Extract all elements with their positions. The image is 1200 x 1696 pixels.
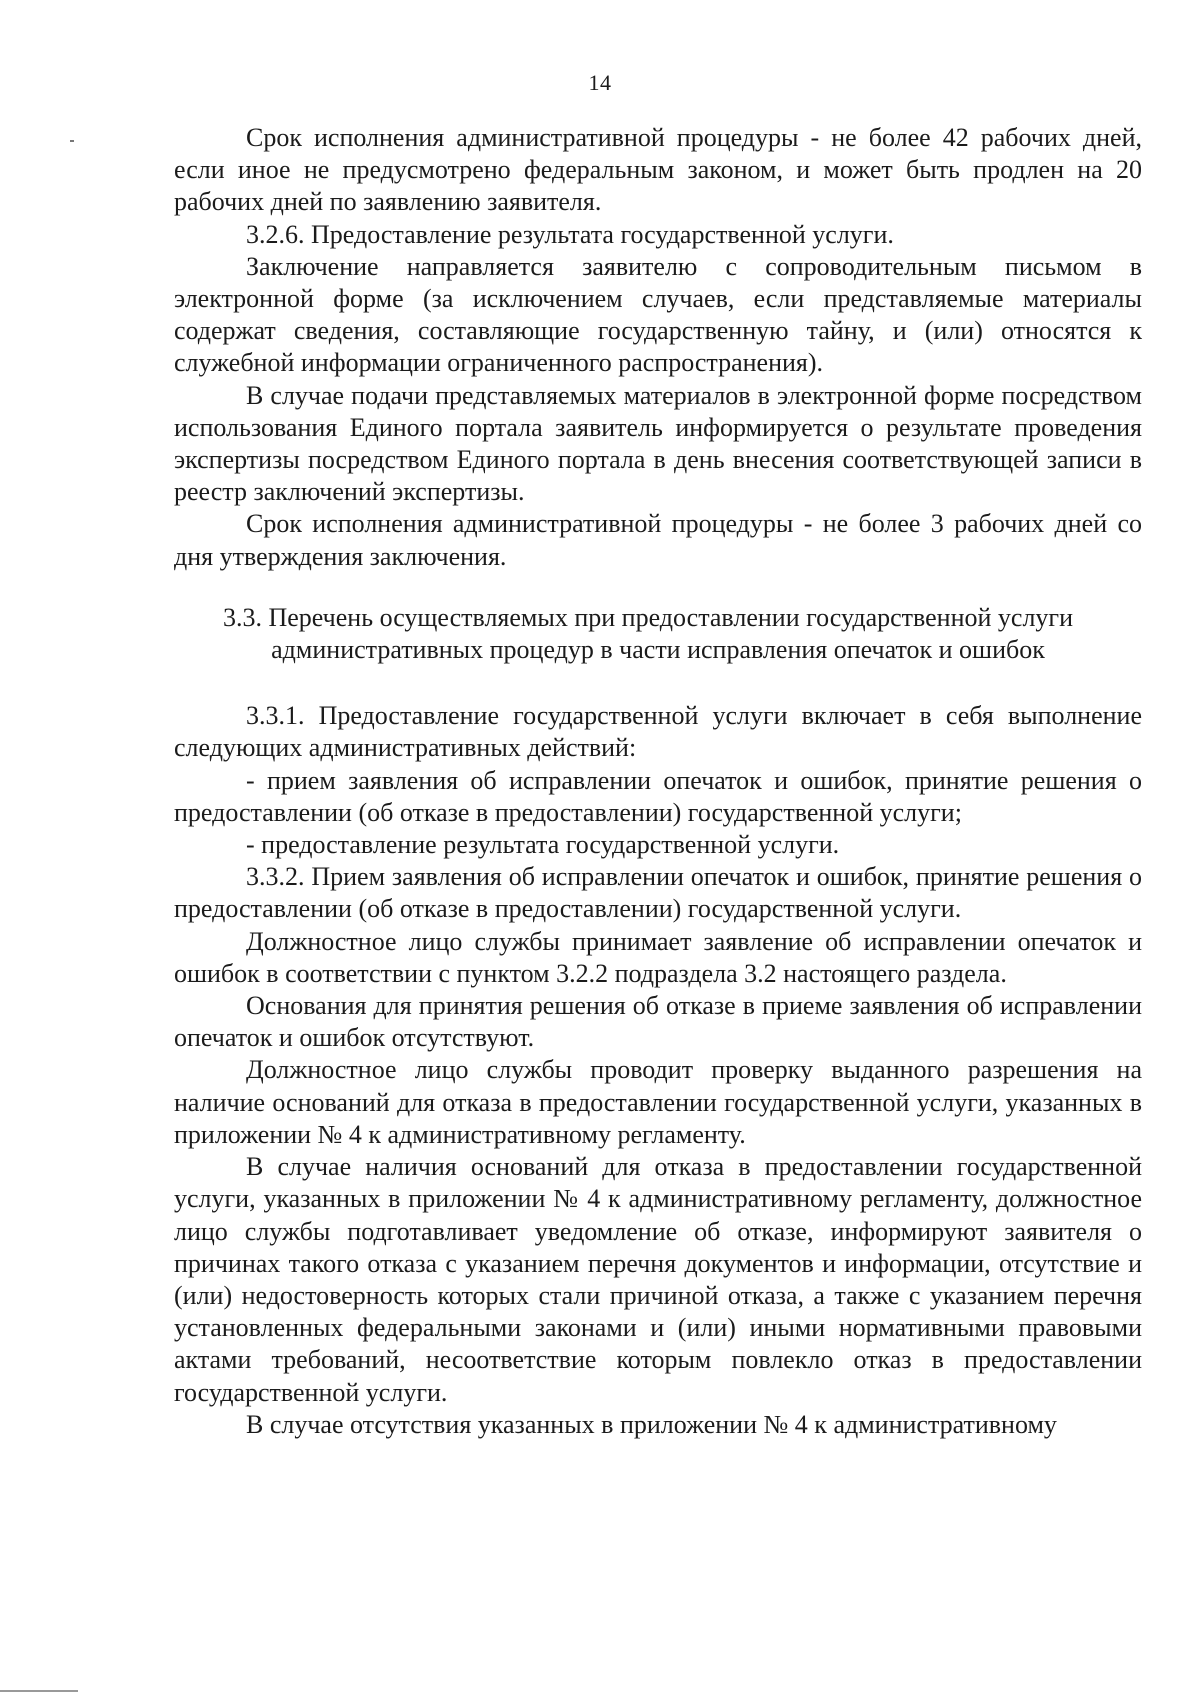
scan-artifact-mark	[70, 140, 74, 142]
paragraph: Должностное лицо службы принимает заявление об исправлении опечаток и ошибок в соответствии с пунктом 3.2.2 подраздела 3.2 настоящего раздела.	[174, 926, 1142, 988]
section-heading	[174, 602, 1142, 666]
page-number: 14	[588, 70, 612, 95]
paragraph: Срок исполнения административной процедуры - не более 42 рабочих дней, если иное не предусмотрено федеральным законом, и может быть продлен на 20 рабочих дней по заявлению заявителя.	[174, 123, 1142, 217]
paragraph: В случае наличия оснований для отказа в предоставлении государственной услуги, указанных в приложении № 4 к административному регламенту, должностное лицо службы подготавливает уведомление об отказе, информируют заявителя о причинах такого отказа с указанием перечня документов и информации, отсутствие и (или) недостоверность которых стали причиной отказа, а также с указанием перечня установленных федеральными законами и (или) иными нормативными правовыми актами требований, несоответствие которым повлекло отказ в предоставлении государственной услуги.	[174, 1152, 1142, 1407]
paragraph: 3.3.2. Прием заявления об исправлении опечаток и ошибок, принятие решения о предоставлении (об отказе в предоставлении) государственной услуги.	[174, 862, 1142, 924]
list-item: - прием заявления об исправлении опечаток и ошибок, принятие решения о предоставлении (об отказе в предоставлении) государственной услуги;	[174, 765, 1142, 827]
paragraph: Срок исполнения административной процедуры - не более 3 рабочих дней со дня утверждения заключения.	[174, 509, 1142, 571]
list-item: - предоставление результата государственной услуги.	[246, 830, 840, 860]
paragraph: Должностное лицо службы проводит проверку выданного разрешения на наличие оснований для отказа в предоставлении государственной услуги, указанных в приложении № 4 к административному регламенту.	[174, 1055, 1142, 1149]
subsection-title: 3.2.6. Предоставление результата государственной услуги.	[246, 219, 894, 249]
paragraph: Заключение направляется заявителю с сопроводительным письмом в электронной форме (за исключением случаев, если представляемые материалы содержат сведения, составляющие государственную тайну, и (или) относятся к служебной информации ограниченного распространения).	[174, 251, 1142, 378]
paragraph: В случае отсутствия указанных в приложении № 4 к административному	[246, 1409, 1057, 1439]
paragraph: 3.3.1. Предоставление государственной услуги включает в себя выполнение следующих административных действий:	[174, 701, 1142, 763]
document-body	[174, 122, 1142, 1441]
scan-edge-line	[0, 1690, 78, 1692]
section-heading-line-1: 3.3. Перечень осуществляемых при предоставлении государственной услуги	[222, 602, 1074, 632]
paragraph: В случае подачи представляемых материалов в электронной форме посредством использования Единого портала заявитель информируется о результате проведения экспертизы посредством Единого портала в день внесения соответствующей записи в реестр заключений экспертизы.	[174, 380, 1142, 507]
section-heading-line-2: административных процедур в части исправления опечаток и ошибок	[271, 635, 1045, 665]
paragraph: Основания для принятия решения об отказе в приеме заявления об исправлении опечаток и ошибок отсутствуют.	[174, 991, 1142, 1053]
